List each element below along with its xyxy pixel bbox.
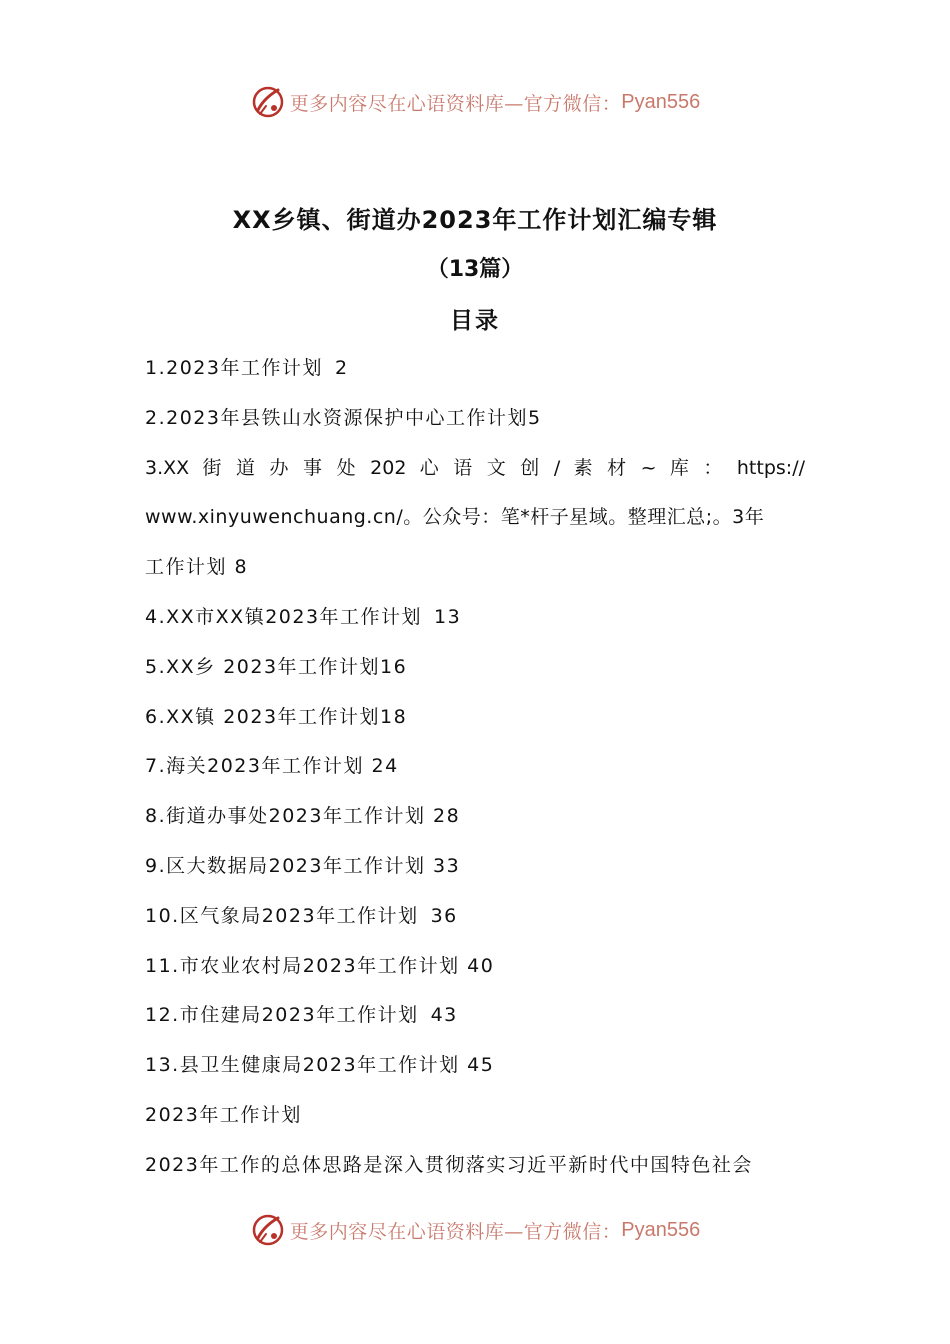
document-title: XX乡镇、街道办2023年工作计划汇编专辑 (232, 206, 718, 234)
header-banner-text: 更多内容尽在心语资料库—官方微信： (289, 92, 622, 115)
toc-item-text: 10.区气象局2023年工作计划 (145, 904, 419, 927)
toc-item-text: 13.县卫生健康局2023年工作计划 45 (145, 1054, 495, 1077)
footer-banner (0, 1208, 950, 1252)
toc-item-page: 2 (334, 357, 349, 379)
toc-item[interactable] (145, 1041, 805, 1091)
toc-item-page: 13 (434, 605, 462, 628)
toc-item[interactable] (145, 792, 805, 842)
toc-item[interactable] (145, 593, 805, 643)
document-body (145, 344, 805, 1191)
toc-item[interactable] (145, 693, 805, 743)
body-paragraph-line: 2023年工作的总体思路是深入贯彻落实习近平新时代中国特色社会 (145, 1153, 753, 1176)
header-banner (0, 80, 950, 124)
toc-item-text: 6.XX镇 2023年工作计划18 (145, 705, 408, 728)
toc-item[interactable] (145, 742, 805, 792)
pen-logo-icon (250, 1212, 286, 1248)
toc-item-text: 11.市农业农村局2023年工作计划 40 (145, 954, 495, 977)
toc-item-text: 4.XX市XX镇2023年工作计划 (145, 605, 423, 628)
toc-item[interactable] (145, 842, 805, 892)
toc-item-text: 12.市住建局2023年工作计划 (145, 1004, 419, 1027)
toc-item-page: 43 (430, 1004, 458, 1027)
document-subtitle: （13篇） (426, 257, 524, 282)
toc-item-text: 9.区大数据局2023年工作计划 33 (145, 854, 461, 877)
toc-heading: 目录 (450, 308, 500, 334)
toc-item-text: 7.海关2023年工作计划 24 (145, 755, 399, 778)
header-banner-wechat-id: Pyan556 (621, 90, 701, 113)
toc-item-text: 2.2023年县铁山水资源保护中心工作计划5 (145, 406, 542, 429)
toc-item-text: 1.2023年工作计划 (145, 357, 323, 379)
pen-logo-icon (250, 84, 286, 120)
footer-banner-wechat-id: Pyan556 (621, 1218, 701, 1241)
toc-item-text: 5.XX乡 2023年工作计划16 (145, 655, 408, 678)
toc-item[interactable] (145, 344, 805, 394)
toc-item-text: 8.街道办事处2023年工作计划 28 (145, 805, 461, 828)
toc-item[interactable] (145, 394, 805, 444)
toc-item[interactable] (145, 991, 805, 1041)
toc-item-3-line-2[interactable]: www.xinyuwenchuang.cn/。公众号：笔*杆子星域。整理汇总;。3年 (145, 506, 765, 529)
toc-item-page: 36 (430, 904, 458, 927)
toc-item[interactable] (145, 643, 805, 693)
toc-item[interactable] (145, 942, 805, 992)
section-heading: 2023年工作计划 (145, 1103, 302, 1126)
toc-item[interactable] (145, 892, 805, 942)
toc-item-3-line-3[interactable]: 工作计划 8 (145, 556, 249, 579)
toc-item-3-line-1[interactable]: 3.XX 街 道 办 事 处 202 心 语 文 创 / 素 材 ~ 库 ： https:// (145, 456, 805, 479)
footer-banner-text: 更多内容尽在心语资料库—官方微信： (289, 1220, 622, 1243)
